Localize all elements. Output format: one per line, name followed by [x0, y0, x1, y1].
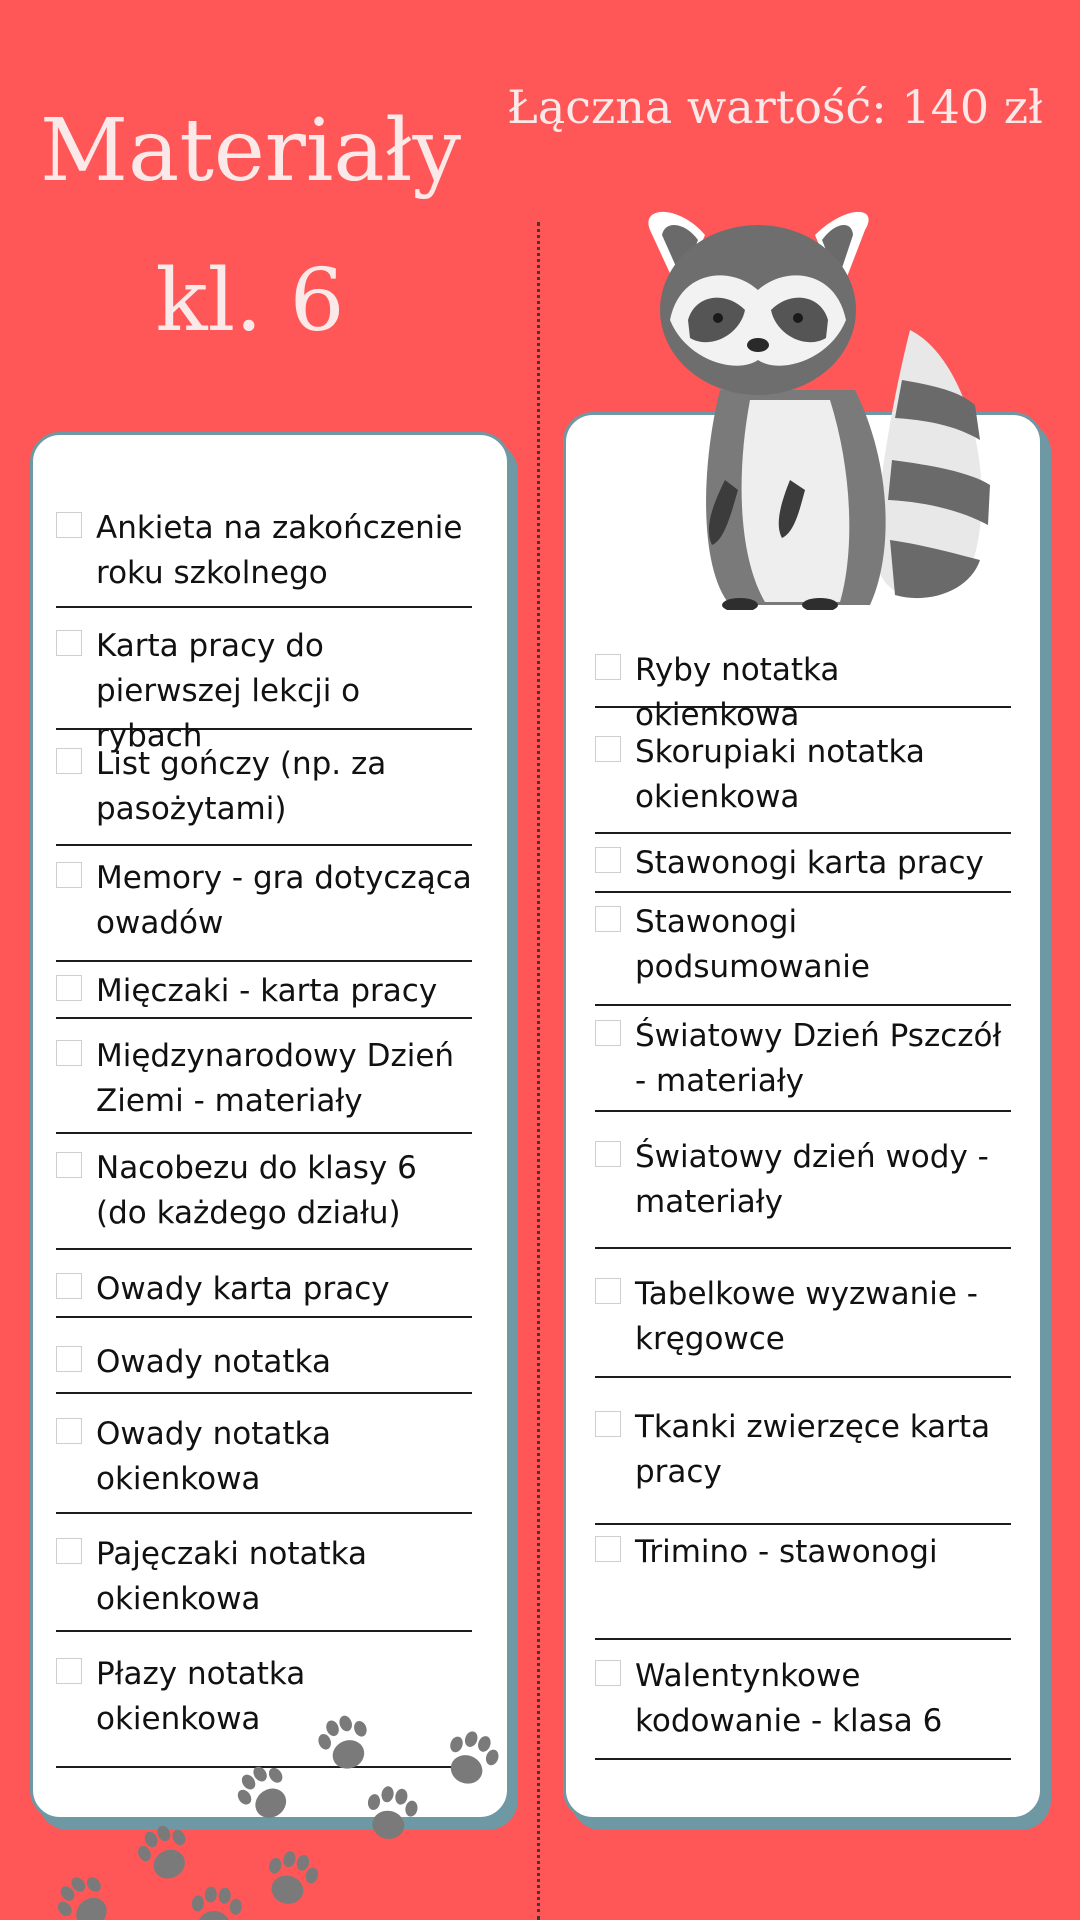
list-item[interactable]: Owady karta pracy	[56, 1267, 472, 1318]
checkbox[interactable]	[56, 1658, 82, 1684]
list-item[interactable]: Ryby notatka okienkowa	[595, 648, 1011, 708]
list-item[interactable]: Karta pracy do pierwszej lekcji o rybach	[56, 624, 472, 730]
checkbox[interactable]	[56, 1040, 82, 1066]
list-item[interactable]: Tkanki zwierzęce karta pracy	[595, 1405, 1011, 1525]
paw-icon	[49, 1867, 121, 1920]
paw-icon	[189, 1885, 243, 1920]
dotted-divider	[537, 222, 540, 1920]
class-subtitle: kl. 6	[155, 251, 345, 351]
checkbox[interactable]	[595, 1411, 621, 1437]
list-item[interactable]: Tabelkowe wyzwanie - kręgowce	[595, 1272, 1011, 1378]
list-item[interactable]: Światowy Dzień Pszczół - materiały	[595, 1014, 1011, 1112]
checkbox[interactable]	[56, 748, 82, 774]
checkbox[interactable]	[56, 1152, 82, 1178]
checkbox[interactable]	[595, 1020, 621, 1046]
checkbox[interactable]	[56, 512, 82, 538]
checkbox[interactable]	[595, 1278, 621, 1304]
list-item[interactable]: Nacobezu do klasy 6 (do każdego działu)	[56, 1146, 472, 1250]
checkbox[interactable]	[56, 1418, 82, 1444]
list-item[interactable]: Światowy dzień wody - materiały	[595, 1135, 1011, 1249]
list-item[interactable]: Mięczaki - karta pracy	[56, 969, 472, 1019]
checkbox[interactable]	[595, 1536, 621, 1562]
list-item[interactable]: Owady notatka okienkowa	[56, 1412, 472, 1514]
list-item[interactable]: List gończy (np. za pasożytami)	[56, 742, 472, 846]
list-item[interactable]: Owady notatka	[56, 1340, 472, 1394]
list-item[interactable]: Memory - gra dotycząca owadów	[56, 856, 472, 962]
checkbox[interactable]	[595, 1660, 621, 1686]
list-item[interactable]: Trimino - stawonogi	[595, 1530, 1011, 1640]
total-value: Łączna wartość: 140 zł	[507, 80, 1043, 134]
checkbox[interactable]	[595, 1141, 621, 1167]
checkbox[interactable]	[56, 630, 82, 656]
list-item[interactable]: Stawonogi podsumowanie	[595, 900, 1011, 1006]
list-item[interactable]: Pajęczaki notatka okienkowa	[56, 1532, 472, 1632]
checkbox[interactable]	[56, 975, 82, 1001]
list-item[interactable]: Ankieta na zakończenie roku szkolnego	[56, 506, 472, 608]
paw-icon	[261, 1847, 323, 1910]
page-title: Materiały	[40, 101, 462, 201]
raccoon-illustration	[640, 210, 1000, 610]
paw-icon	[131, 1819, 198, 1887]
list-item[interactable]: Skorupiaki notatka okienkowa	[595, 730, 1011, 834]
list-item[interactable]: Walentynkowe kodowanie - klasa 6	[595, 1654, 1011, 1760]
checkbox[interactable]	[595, 736, 621, 762]
list-item[interactable]: Stawonogi karta pracy	[595, 841, 1011, 893]
checkbox[interactable]	[56, 862, 82, 888]
checkbox[interactable]	[56, 1346, 82, 1372]
checkbox[interactable]	[595, 654, 621, 680]
list-item[interactable]: Płazy notatka okienkowa	[56, 1652, 472, 1768]
list-item[interactable]: Międzynarodowy Dzień Ziemi - materiały	[56, 1034, 472, 1134]
checkbox[interactable]	[595, 906, 621, 932]
checkbox[interactable]	[56, 1273, 82, 1299]
checkbox[interactable]	[56, 1538, 82, 1564]
checkbox[interactable]	[595, 847, 621, 873]
